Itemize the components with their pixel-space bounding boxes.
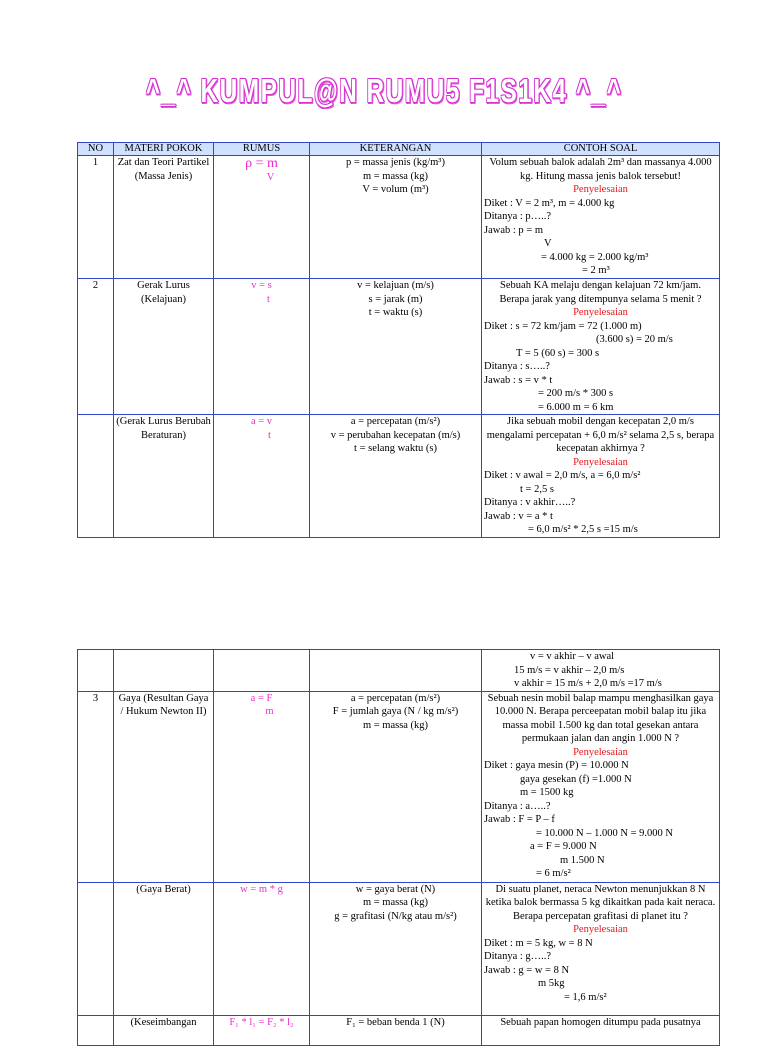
soal-line: t = 2,5 s (520, 483, 554, 495)
row-rumus (214, 156, 310, 279)
keterangan-line: s = jarak (m) (368, 293, 423, 305)
keterangan-line: m = massa (kg) (362, 170, 429, 182)
row-no (78, 1015, 114, 1045)
row-contoh-soal (482, 279, 720, 415)
page-title-wrap (0, 72, 768, 110)
row-no (78, 882, 114, 1015)
soal-line: Ditanya : v akhir…..? (484, 497, 576, 508)
soal-penyelesaian-label: Penyelesaian (573, 184, 628, 195)
keterangan-line: t = selang waktu (s) (354, 443, 437, 454)
rumus-bottom: t (267, 293, 270, 305)
soal-question: Jika sebuah mobil dengan kecepatan 2,0 m/s mengalami percepatan + 6,0 m/s² selama 2,5 s, berapa kecepatan akhirnya ? (486, 416, 715, 454)
rumus-bottom: m (265, 706, 274, 717)
row-no (78, 650, 114, 692)
row-materi (114, 650, 214, 692)
formula-table-1 (77, 142, 720, 538)
soal-line: = 6,0 m/s² * 2,5 s =15 m/s (528, 524, 638, 535)
row-rumus (214, 1015, 310, 1045)
soal-line: gaya gesekan (f) =1.000 N (520, 773, 632, 785)
soal-line: T = 5 (60 s) = 300 s (516, 347, 600, 359)
table-header-row (78, 143, 720, 156)
soal-penyelesaian-label: Penyelesaian (573, 456, 628, 468)
soal-line: = 200 m/s * 300 s (538, 388, 614, 399)
row-contoh-soal (482, 156, 720, 279)
header-materi: MATERI POKOK (114, 143, 214, 156)
rumus-top: v = s (251, 280, 272, 291)
keterangan-line: a = percepatan (m/s²) (350, 692, 441, 704)
keterangan-line: V = volum (m³) (362, 184, 429, 195)
soal-line: Jawab : g = w = 8 N (484, 964, 570, 976)
keterangan-line: v = kelajuan (m/s) (357, 280, 434, 291)
soal-line: 15 m/s = v akhir – 2,0 m/s (514, 664, 625, 676)
soal-line: Diket : V = 2 m³, m = 4.000 kg (484, 197, 615, 209)
soal-line: Diket : s = 72 km/jam = 72 (1.000 m) (484, 320, 642, 332)
soal-penyelesaian-label: Penyelesaian (573, 307, 628, 318)
keterangan-line: w = gaya berat (N) (355, 883, 436, 895)
row-materi: Zat dan Teori Partikel (Massa Jenis) (114, 156, 214, 279)
row-keterangan (310, 691, 482, 882)
soal-line: Diket : v awal = 2,0 m/s, a = 6,0 m/s² (484, 470, 641, 481)
row-rumus (214, 882, 310, 1015)
row-materi: (Gaya Berat) (114, 882, 214, 1015)
soal-line: v akhir = 15 m/s + 2,0 m/s =17 m/s (514, 678, 662, 689)
soal-line: (3.600 s) = 20 m/s (596, 334, 673, 345)
keterangan-line: F₁ = beban benda 1 (N) (346, 1016, 445, 1028)
keterangan-line: a = percepatan (m/s²) (350, 416, 441, 427)
page-title: ^_^ KUMPUL@N RUMU5 F1S1K4 ^_^ (145, 72, 623, 109)
soal-penyelesaian-label: Penyelesaian (573, 924, 628, 935)
row-no (78, 415, 114, 538)
header-no: NO (78, 143, 114, 156)
soal-question: Sebuah nesin mobil balap mampu menghasilkan gaya 10.000 N. Berapa perceepatan mobil balap itu jika massa mobil 1.500 kg dan total gesekan antara permukaan jalan dan angin 1.000 N ? (487, 692, 714, 744)
formula-table-2 (77, 649, 720, 1046)
soal-line: m 1.500 N (560, 854, 605, 866)
rumus-top: w = m * g (240, 883, 283, 895)
row-rumus (214, 415, 310, 538)
row-no: 2 (78, 279, 114, 415)
table-row (78, 691, 720, 882)
row-contoh-soal (482, 650, 720, 692)
row-contoh-soal (482, 415, 720, 538)
soal-line: = 4.000 kg = 2.000 kg/m³ (541, 251, 649, 263)
header-keterangan: KETERANGAN (310, 143, 482, 156)
soal-question: Sebuah KA melaju dengan kelajuan 72 km/jam. Berapa jarak yang ditempunya selama 5 menit ? (499, 280, 702, 305)
soal-line: a = F = 9.000 N (530, 841, 597, 852)
table-row (78, 415, 720, 538)
soal-line: = 6.000 m = 6 km (538, 401, 614, 413)
soal-line: Jawab : p = m (484, 224, 543, 236)
soal-line: Ditanya : g…..? (484, 951, 552, 962)
table-row (78, 1015, 720, 1045)
row-contoh-soal (482, 882, 720, 1015)
row-keterangan (310, 882, 482, 1015)
row-keterangan (310, 1015, 482, 1045)
keterangan-line: g = grafitasi (N/kg atau m/s²) (334, 910, 457, 922)
row-keterangan (310, 156, 482, 279)
keterangan-line: p = massa jenis (kg/m³) (346, 157, 445, 168)
rumus-bottom: V (266, 172, 275, 183)
header-rumus: RUMUS (214, 143, 310, 156)
keterangan-line: m = massa (kg) (362, 719, 429, 731)
rumus-bottom: t (268, 429, 271, 441)
row-keterangan (310, 650, 482, 692)
soal-line: Ditanya : s…..? (484, 361, 550, 372)
rumus-top: a = F (250, 692, 273, 704)
soal-line: = 6 m/s² (536, 868, 571, 879)
table-row (78, 650, 720, 692)
table-row (78, 279, 720, 415)
soal-line: Diket : m = 5 kg, w = 8 N (484, 937, 593, 949)
soal-line: Jawab : s = v * t (484, 374, 553, 386)
soal-line: Ditanya : a…..? (484, 800, 551, 812)
table-row (78, 156, 720, 279)
keterangan-line: v = perubahan kecepatan (m/s) (330, 429, 461, 441)
keterangan-line: F = jumlah gaya (N / kg m/s²) (332, 706, 459, 717)
row-rumus (214, 650, 310, 692)
soal-line: = 10.000 N – 1.000 N = 9.000 N (536, 827, 673, 839)
soal-line: Ditanya : p…..? (484, 211, 552, 222)
keterangan-line: m = massa (kg) (362, 897, 429, 908)
row-contoh-soal (482, 1015, 720, 1045)
row-rumus (214, 279, 310, 415)
soal-question: Sebuah papan homogen ditumpu pada pusatnya (500, 1016, 701, 1028)
row-materi: Gerak Lurus (Kelajuan) (114, 279, 214, 415)
rumus-top: ρ = m (245, 156, 278, 171)
table-row (78, 882, 720, 1015)
soal-line: v = v akhir – v awal (530, 651, 615, 662)
row-no: 3 (78, 691, 114, 882)
row-materi: (Keseimbangan (114, 1015, 214, 1045)
row-contoh-soal (482, 691, 720, 882)
soal-line: = 2 m³ (582, 265, 610, 276)
header-contoh-soal: CONTOH SOAL (482, 143, 720, 156)
row-materi: (Gerak Lurus Berubah Beraturan) (114, 415, 214, 538)
row-keterangan (310, 415, 482, 538)
soal-line: Jawab : v = a * t (484, 510, 553, 522)
rumus-top: F₁ * l₁ = F₂ * l₂ (229, 1016, 294, 1028)
row-keterangan (310, 279, 482, 415)
soal-question: Volum sebuah balok adalah 2m³ dan massanya 4.000 kg. Hitung massa jenis balok tersebut! (489, 157, 712, 182)
row-rumus (214, 691, 310, 882)
soal-line: Jawab : F = P – f (484, 814, 555, 825)
row-no: 1 (78, 156, 114, 279)
rumus-top: a = v (250, 416, 273, 427)
row-materi: Gaya (Resultan Gaya / Hukum Newton II) (114, 691, 214, 882)
soal-question: Di suatu planet, neraca Newton menunjukkan 8 N ketika balok bermassa 5 kg dikaitkan pada kait neraca. Berapa percepatan grafitasi di planet itu ? (485, 883, 716, 922)
keterangan-line: t = waktu (s) (368, 307, 423, 318)
soal-line: m = 1500 kg (520, 787, 574, 798)
soal-line: Diket : gaya mesin (P) = 10.000 N (484, 760, 629, 771)
soal-line: m 5kg (538, 978, 565, 989)
soal-penyelesaian-label: Penyelesaian (573, 746, 628, 758)
soal-line: V (544, 238, 552, 249)
soal-line: = 1,6 m/s² (564, 991, 607, 1003)
